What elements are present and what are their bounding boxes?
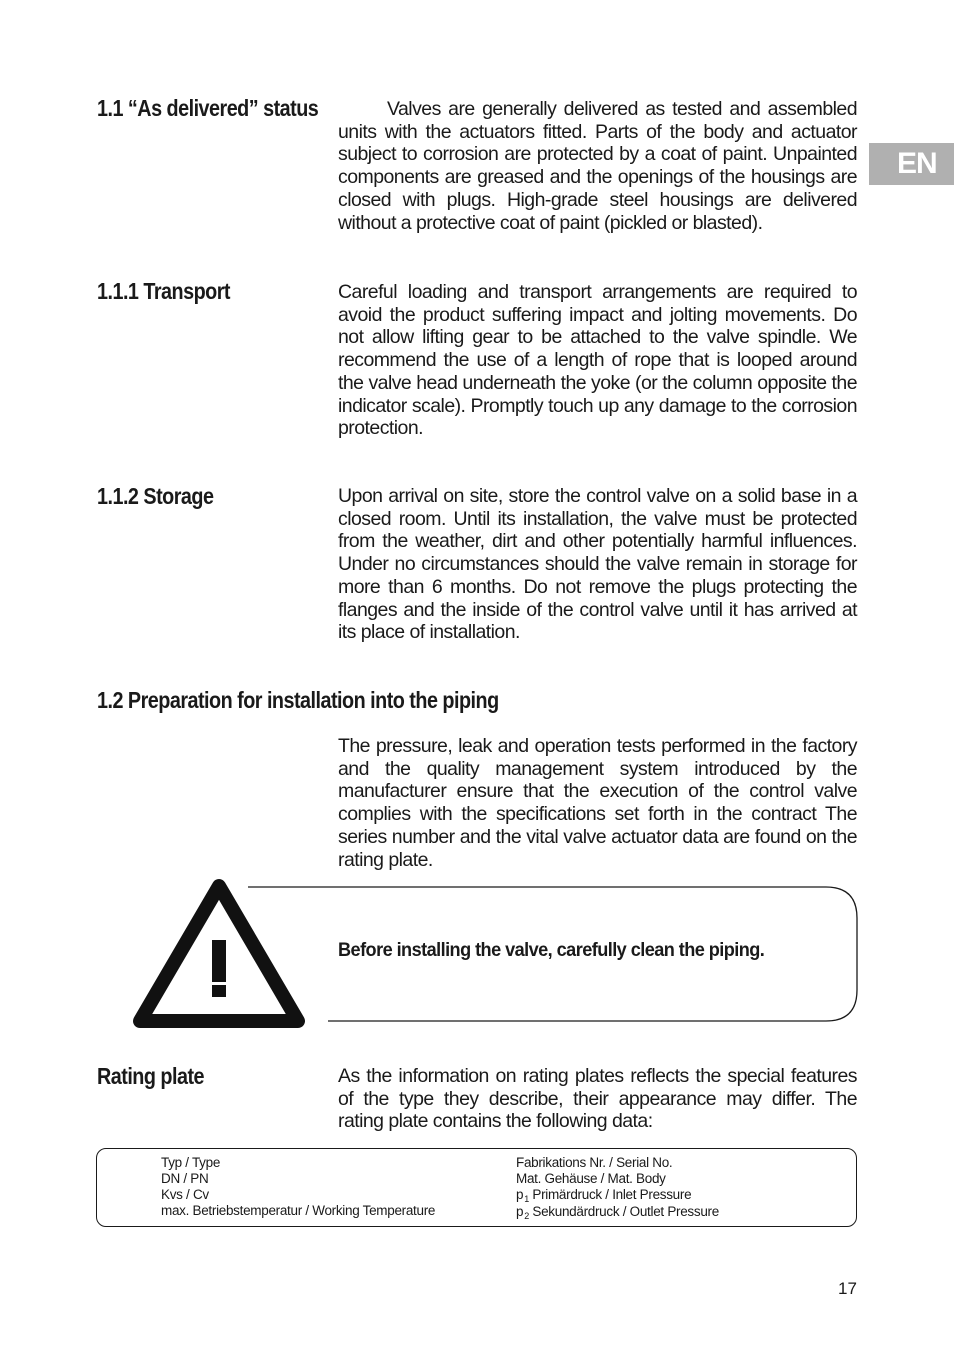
pressure-symbol: p	[516, 1204, 524, 1219]
pressure-subscript: 2	[524, 1211, 529, 1221]
section-text-rating-plate: As the information on rating plates reflects the special features of the type they describe, their appearance may differ. The rating plate contains the following data:	[338, 1065, 857, 1133]
section-heading-storage: 1.1.2 Storage	[97, 483, 214, 509]
page-number: 17	[838, 1279, 857, 1298]
rating-plate-item-label: Mat. Gehäuse / Mat. Body	[516, 1171, 666, 1186]
rating-plate-right-column	[516, 1155, 719, 1221]
pressure-subscript: 1	[524, 1194, 529, 1204]
rating-plate-item-label: Sekundärdruck / Outlet Pressure	[532, 1204, 719, 1219]
section-heading-preparation: 1.2 Preparation for installation into the piping	[97, 687, 499, 713]
section-text-as-delivered: Valves are generally delivered as tested and assembled units with the actuators fitted. Parts of the body and actuator subject to corrosion are protected by a coat of paint. Unpainted components are greased and the openings of the housings are closed with plugs. High-grade steel housings are delivered without a protective coat of paint (pickled or blasted).	[338, 98, 857, 234]
rating-plate-item: Kvs / Cv	[161, 1187, 209, 1202]
rating-plate-item: max. Betriebstemperatur / Working Temperature	[161, 1203, 436, 1218]
language-tab: EN	[869, 143, 954, 185]
rating-plate-item: Typ / Type	[161, 1155, 221, 1170]
warning-text: Before installing the valve, carefully clean the piping.	[338, 939, 765, 961]
rating-plate-left-column	[161, 1155, 435, 1219]
section-heading-as-delivered: 1.1 “As delivered” status	[97, 95, 319, 121]
section-heading-transport: 1.1.1 Transport	[97, 278, 230, 304]
section-text-storage: Upon arrival on site, store the control valve on a solid base in a closed room. Until its installation, the valve must be protected from the weather, dirt and other potentially harmful influences. Under no circumstances should the valve remain in storage for more than 6 months. Do not remove the plugs protecting the flanges and the inside of the control valve until it has arrived at its place of installation.	[338, 485, 857, 644]
rating-plate-item	[516, 1204, 719, 1221]
section-text-preparation: The pressure, leak and operation tests performed in the factory and the quality management system introduced by the manufacturer ensure that the execution of the control valve complies with the specifications set forth in the contract The series number and the vital valve actuator data are found on the rating plate.	[338, 735, 857, 871]
rating-plate-item	[516, 1187, 719, 1204]
rating-plate-item-label: Fabrikations Nr. / Serial No.	[516, 1155, 673, 1170]
section-text-transport: Careful loading and transport arrangements are required to avoid the product suffering impact and jolting movements. Do not allow lifting gear to be attached to the valve spindle. We recommend the use of a length of rope that is looped around the valve head underneath the yoke (or the column opposite the indicator scale). Promptly touch up any damage to the corrosion protection.	[338, 281, 857, 440]
rating-plate-item	[516, 1171, 719, 1187]
rating-plate-item: DN / PN	[161, 1171, 209, 1186]
pressure-symbol: p	[516, 1187, 524, 1202]
rating-plate-item-label: Primärdruck / Inlet Pressure	[532, 1187, 692, 1202]
rating-plate-item	[516, 1155, 719, 1171]
section-heading-rating-plate: Rating plate	[97, 1063, 205, 1089]
